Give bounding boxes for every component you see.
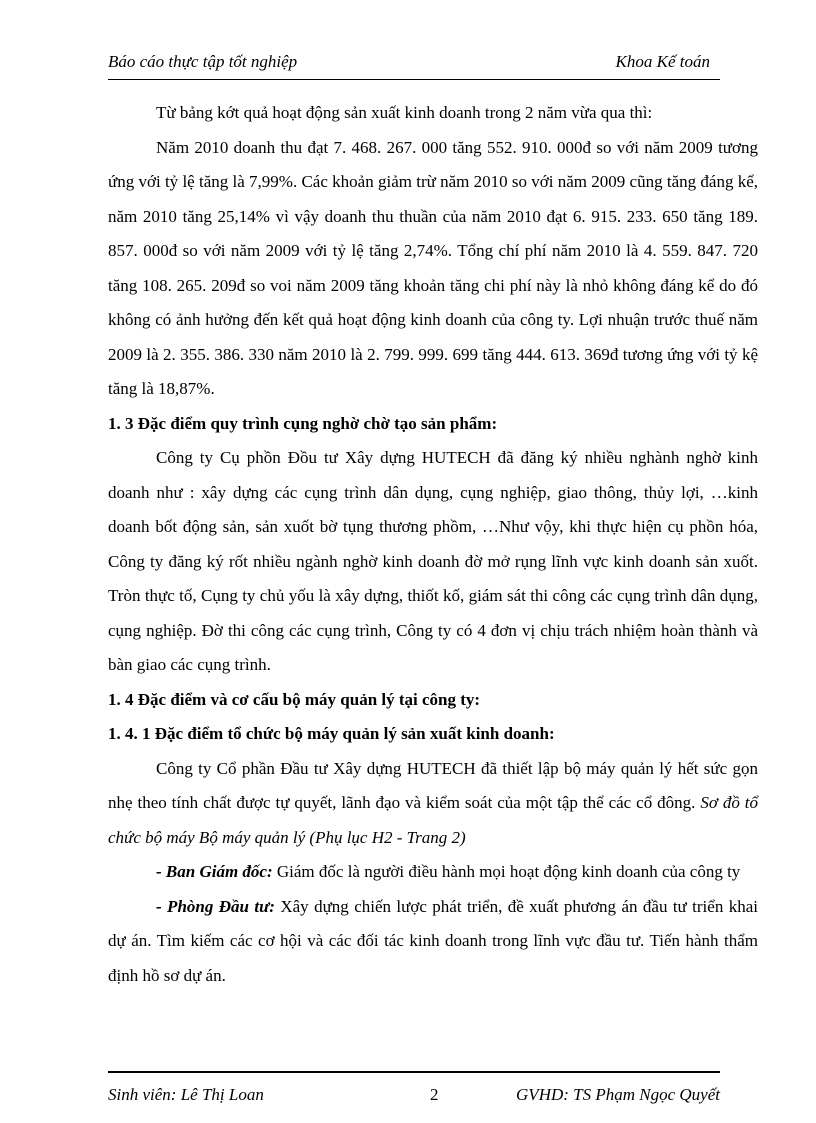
investment-dept-text: Xây dựng chiến lược phát triển, đề xuất phương án đầu tư triển khai dự án. Tìm kiếm các cơ hội và các đối tác kinh doanh trong lĩnh vực đầu tư. Tiến hành thẩm định hồ sơ dự án. [108,896,758,985]
heading-1-4: 1. 4 Đặc điểm và cơ cấu bộ máy quản lý tại công ty: [108,689,481,709]
org-chart-reference: Sơ đồ tổ chức bộ máy Bộ máy quản lý (Phụ lục H2 - Trang 2) [108,793,758,847]
investment-dept-label: - Phòng Đầu tư: [156,896,275,916]
header-department: Khoa Kế toán [615,52,710,71]
paragraph-business-lines: Công ty Cụ phồn Đồu tư Xây dựng HUTECH đã đăng ký nhiều nghành nghờ kinh doanh như : xây dựng các cụng trình dân dụng, cụng nghiệp, giao thông, thủy lợi, …kinh doanh bốt động sản, sản xuốt bờ tụng thương phồm, …Như vộy, khi thực hiện cụ phồn hóa, Công ty đăng ký rốt nhiều ngành nghờ kinh doanh đờ mở rụng lĩnh vực kinh doanh sản xuốt. Tròn thực tố, Cụng ty chủ yốu là xây dựng, thiốt kố, giám sát thi công các cụng trình dân dụng, cụng nghiệp. Đờ thi công các cụng trình, Công ty có 4 đơn vị chịu trách nhiệm hoàn thành và bàn giao các cụng trình. [108,448,758,674]
board-label: - Ban Giám đốc: [156,862,273,881]
header-report-title: Báo cáo thực tập tốt nghiệp [108,52,298,71]
footer-student: Sinh viên: Lê Thị Loan [108,1085,264,1104]
paragraph-intro: Từ bảng kớt quả hoạt động sản xuất kinh doanh trong 2 năm vừa qua thì: [156,103,653,122]
heading-1-4-1: 1. 4. 1 Đặc điểm tổ chức bộ máy quản lý sản xuất kinh doanh: [108,724,555,743]
paragraph-management [108,752,758,856]
page-content [108,96,758,993]
footer-supervisor: GVHD: TS Phạm Ngọc Quyết [516,1085,720,1104]
footer-divider [108,1071,720,1073]
header-divider [108,79,720,80]
board-text: Giám đốc là người điều hành mọi hoạt động kinh doanh của công ty [276,862,741,881]
management-text: Công ty Cổ phần Đầu tư Xây dựng HUTECH đã thiết lập bộ máy quản lý hết sức gọn nhẹ theo tính chất được tự quyết, lãnh đạo và kiểm soát của một tập thể các cổ đông. [108,758,758,812]
paragraph-revenue: Năm 2010 doanh thu đạt 7. 468. 267. 000 tăng 552. 910. 000đ so với năm 2009 tương ứng với tỷ lệ tăng là 7,99%. Các khoản giảm trừ năm 2010 so với năm 2009 cũng tăng đáng kể, năm 2010 tăng 25,14% vì vậy doanh thu thuần của năm 2010 đạt 6. 915. 233. 650 tăng 189. 857. 000đ so với năm 2009 với tỷ lệ tăng 2,74%. Tổng chí phí năm 2010 là 4. 559. 847. 720 tăng 108. 265. 209đ so voi năm 2009 tăng khoản tăng chi phí này là nhỏ không đáng kể do đó không có ảnh hưởng đến kết quả hoạt động kinh doanh của công ty. Lợi nhuận trước thuế năm 2009 là 2. 355. 386. 330 năm 2010 là 2. 799. 999. 699 tăng 444. 613. 369đ tương ứng với tỷ kệ tăng là 18,87%. [108,137,758,398]
page-number: 2 [430,1085,439,1104]
page-header [108,52,720,78]
paragraph-board [108,855,758,890]
page-footer [108,1085,720,1109]
paragraph-investment-dept [108,890,758,994]
heading-1-3: 1. 3 Đặc điểm quy trình cụng nghờ chờ tạo sản phẩm: [108,413,498,433]
